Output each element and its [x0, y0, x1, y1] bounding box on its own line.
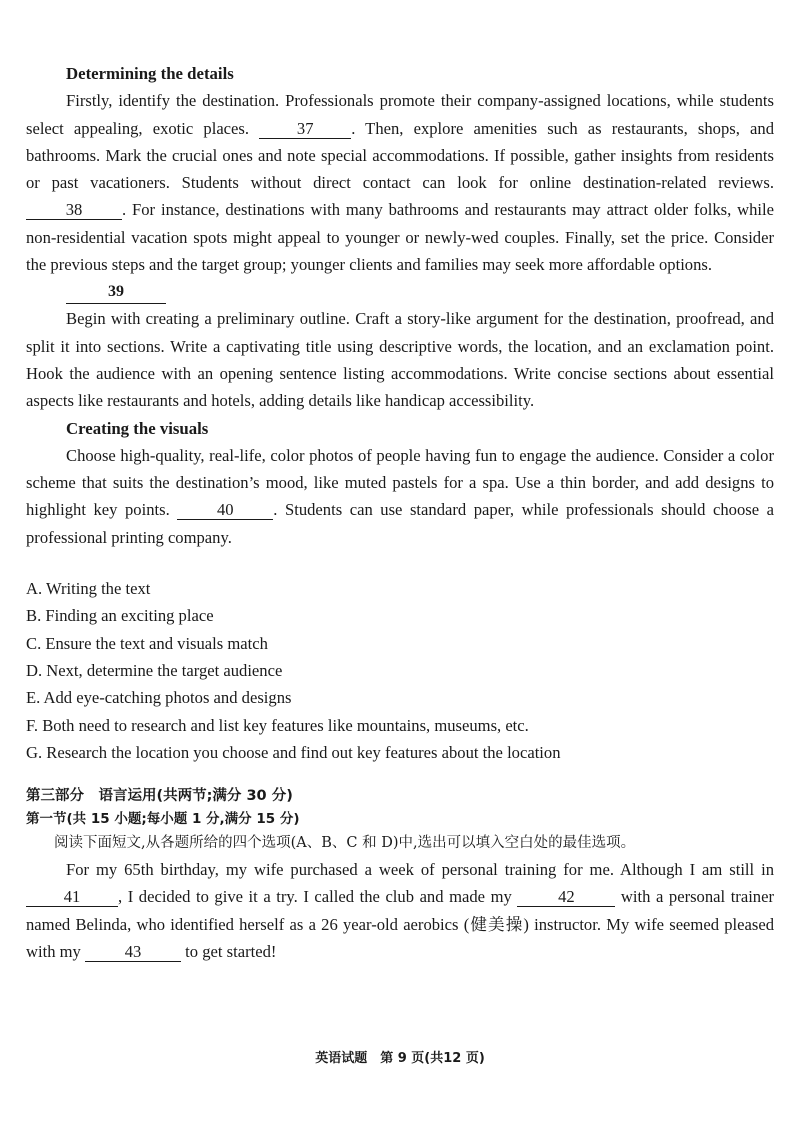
blank-40: 40 [177, 501, 273, 520]
text-segment: . For instance, destinations with many bathrooms and restaurants may attract older folks, while non-residential vacation spots might appeal to younger or newly-wed couples. Finally, set the price. Consider the previous steps and the target group; younger clients and families may seek more affordable options. [26, 200, 774, 275]
paragraph-cloze [26, 856, 774, 965]
blank-38: 38 [26, 201, 122, 220]
paragraph-39: Begin with creating a preliminary outline. Craft a story-like argument for the destination, proofread, and split it into sections. Write a captivating title using descriptive words, the location, and an exclamation point. Hook the audience with an opening sentence listing accommodations. Write concise sections about essential aspects like restaurants and hotels, adding details like handicap accessibility. [26, 309, 774, 411]
option-f: F. Both need to research and list key features like mountains, museums, etc. [26, 715, 529, 735]
part-3 [26, 784, 774, 965]
blank-39: 39 [66, 281, 166, 304]
section-creating-visuals [26, 415, 774, 551]
heading-creating-visuals: Creating the visuals [66, 418, 209, 438]
option-d: D. Next, determine the target audience [26, 660, 283, 680]
text-segment: to get started! [181, 942, 277, 962]
section-39 [26, 278, 774, 414]
text-segment: . Students can use standard paper, while professionals should choose a professional printing company. [26, 500, 774, 547]
option-g: G. Research the location you choose and find out key features about the location [26, 742, 561, 762]
blank-43: 43 [85, 943, 181, 962]
text-segment: with a personal trainer named Belinda, who identified herself as a 26 year-old aerobics (健美操) instructor. My wife seemed pleased with my [26, 887, 774, 962]
paragraph-visuals [26, 442, 774, 551]
text-segment: Firstly, identify the destination. Professionals promote their company-assigned locations, while students select appealing, exotic places. [26, 91, 774, 138]
part3-title: 第三部分 语言运用(共两节;满分 30 分) [26, 788, 293, 805]
page-footer: 英语试题 第 9 页(共12 页) [315, 1051, 485, 1066]
option-a: A. Writing the text [26, 579, 151, 599]
part3-instruction: 阅读下面短文,从各题所给的四个选项(A、B、C 和 D)中,选出可以填入空白处的最佳选项。 [54, 835, 636, 852]
text-segment: . Then, explore amenities such as restaurants, shops, and bathrooms. Mark the crucial ones and note special accommodations. If possible, gather insights from residents or past vacationers. Students without direct contact can look for online destination-related reviews. [26, 118, 774, 193]
paragraph-details [26, 87, 774, 278]
part3-subtitle: 第一节(共 15 小题;每小题 1 分,满分 15 分) [26, 811, 300, 828]
text-segment: Choose high-quality, real-life, color photos of people having fun to engage the audience. Consider a color scheme that suits the destination’s mood, like muted pastels for a spa. Use a thin border, and add designs to highlight key points. [26, 445, 774, 520]
option-b: B. Finding an exciting place [26, 606, 214, 626]
blank-37: 37 [259, 120, 351, 139]
option-c: C. Ensure the text and visuals match [26, 633, 268, 653]
option-list [26, 575, 774, 766]
heading-determining-details: Determining the details [66, 64, 234, 83]
option-e: E. Add eye-catching photos and designs [26, 688, 292, 708]
text-segment: For my 65th birthday, my wife purchased a week of personal training for me. Although I am still in [66, 860, 774, 880]
text-segment: , I decided to give it a try. I called the club and made my [118, 887, 518, 907]
blank-41: 41 [26, 888, 118, 907]
section-determining-details [26, 60, 774, 278]
heading-blank-39 [66, 278, 774, 305]
blank-42: 42 [517, 888, 615, 907]
